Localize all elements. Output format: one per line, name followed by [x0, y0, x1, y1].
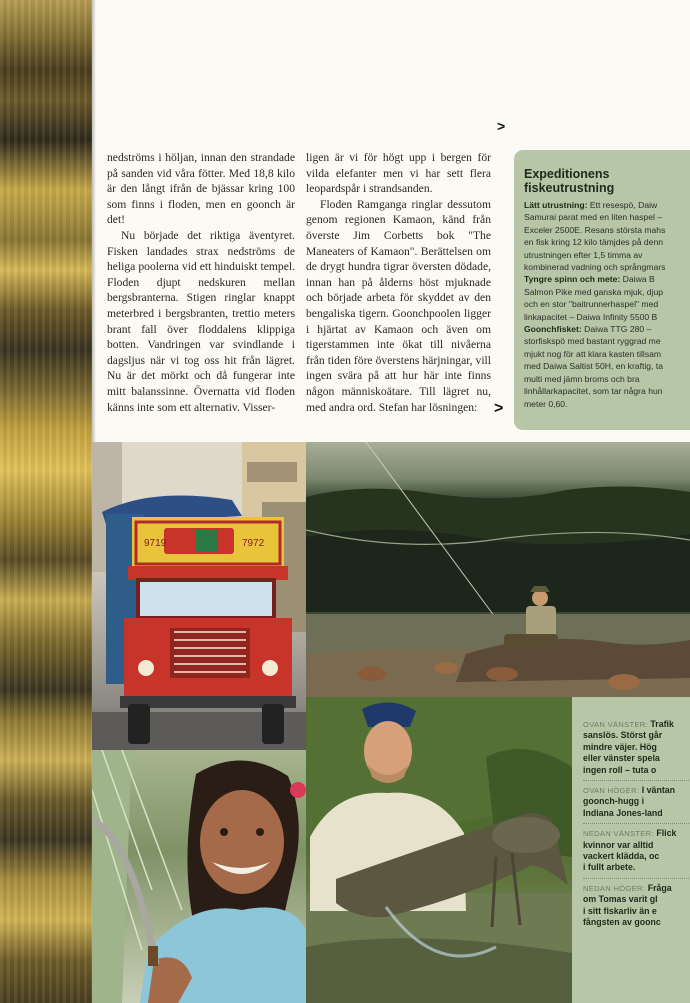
caption-label: NEDAN HÖGER:: [583, 883, 646, 893]
caption-divider: [583, 823, 690, 824]
continue-arrow-icon: >: [494, 400, 504, 417]
infobox-line-text: Exceler 2500E. Resans största mahs: [524, 224, 666, 235]
caption-line: om Tomas varit gl: [583, 894, 658, 905]
infobox-body: [524, 199, 690, 410]
infobox-line-text: med Daiwa Saltist 50H, en kraftig, ta: [524, 361, 663, 372]
caption-line: goonch-hugg i: [583, 796, 645, 807]
caption-label: OVAN VÄNSTER:: [583, 720, 648, 729]
caption-line: ingen roll – tuta o: [583, 764, 657, 775]
infobox-line-text: kombinerad vadning och språngmars: [524, 262, 666, 273]
caption-line: Indiana Jones-land: [583, 807, 663, 818]
infobox-line: [524, 286, 690, 298]
infobox-line: [524, 224, 690, 236]
caption-first-line: [583, 883, 690, 894]
infobox-line-text: Samurai parat med en liten haspel –: [524, 212, 663, 223]
photo-girl-smiling: [92, 750, 306, 1003]
caption-first-line: [583, 785, 690, 796]
photo-river-angler: [306, 442, 690, 697]
caption-line: i fullt arbete.: [583, 862, 636, 873]
infobox-line-text: Daiwa B: [620, 274, 655, 285]
infobox-line: [524, 249, 690, 261]
col1-paragraph-1: nedströms i höljan, innan den strandade på sanden vid våra fötter. Med 18,8 kilo är den långt ifrån de bjässar kring 100 som finns i floden, men en goonch är det!: [107, 151, 295, 227]
col2-paragraph-2: Floden Ramganga ringlar dessutom genom regionen Kamaon, känd från överste Jim Corbetts bok "The Maneaters of Kamaon". Berättelsen om de drygt hundra tigrar översten dödade, innan han på ålderns höst mjuknade och började arbeta för skyddet av den bengaliska tigern. Goonchpoolen ligger i hjärtat av Kamaon och även om tigerstammen inte ökat till nivåerna från tiden före överstens härjningar, vill ingen svära på att hur här inte finns någon människoätare. Till lägret nu, med andra ord. Stefan har lösningen:: [306, 197, 491, 414]
infobox-line-text: linhållarkapacitet, som tar några hun: [524, 386, 663, 397]
infobox-line: [524, 373, 690, 385]
infobox-line-text: utrustningen efter 1,5 timma av: [524, 249, 643, 260]
article-column-1: [107, 150, 295, 415]
caption-text: I väntan: [639, 785, 676, 796]
photo-man-with-goonch: [306, 697, 572, 1003]
photo-truck-traffic: [92, 442, 306, 750]
caption-text: Fråga: [645, 882, 672, 893]
caption-line: fångsten av goonc: [583, 917, 661, 928]
infobox-line: [524, 211, 690, 223]
caption-text: Flick: [653, 828, 677, 839]
equipment-infobox: [514, 150, 690, 430]
caption-line: kvinnor var alltid: [583, 839, 654, 850]
infobox-line-text: Daiwa TTG 280 –: [581, 324, 652, 335]
infobox-line: [524, 236, 690, 248]
infobox-title: [524, 167, 690, 195]
captions-panel: [572, 697, 690, 1003]
caption-text: Trafik: [647, 719, 674, 729]
infobox-line-text: meter 0,60.: [524, 398, 568, 409]
infobox-line: [524, 311, 690, 323]
caption-line: sanslös. Störst går: [583, 730, 663, 741]
caption-divider: [583, 878, 690, 879]
girl-illustration: [92, 750, 306, 1003]
col2-paragraph-1: ligen är vi för högt upp i bergen för vilda elefanter men vi har sett flera leopardspår i strandsanden.: [306, 151, 491, 196]
infobox-line: [524, 323, 690, 335]
infobox-line-text: mjukt nog för att klara kasten tillsam: [524, 348, 662, 359]
river-illustration: [306, 442, 690, 697]
col1-paragraph-2: Nu började det riktiga äventyret. Fisken landades strax nedströms de heliga poolerna vid ett hinduiskt tempel. Floden djupt nedskuren mellan bergsbranterna. Stigen ringlar knappt meterbred i bergsbranten, trettio meters brant fall över floddalens klippiga botten. Vandringen var svindlande i dagsljus när vi tog oss hit från lägret. Nu är det mörkt och då fungerar inte mitt balanssinne. Övernatta vid floden känns inte som ett alternativ. Visser-: [107, 228, 295, 414]
infobox-line: [524, 398, 690, 410]
infobox-line-heading: Goonchfisket:: [524, 324, 582, 335]
infobox-line-heading: Tyngre spinn och mete:: [524, 274, 621, 285]
infobox-line-text: Salmon Pike med ganska mjuk, djup: [524, 286, 664, 297]
infobox-line: [524, 335, 690, 347]
infobox-line-text: och en stor "baitrunnerhaspel" med: [524, 299, 659, 310]
section-arrow-icon: >: [497, 118, 506, 134]
infobox-line: [524, 360, 690, 372]
decorative-fabric-stripe: [0, 0, 92, 1003]
infobox-line: [524, 385, 690, 397]
infobox-line: [524, 298, 690, 310]
caption-divider: [583, 780, 690, 781]
infobox-line: [524, 261, 690, 273]
truck-plate-right: 7972: [242, 538, 265, 549]
infobox-line-text: storfiskspö med bastant ryggrad me: [524, 336, 661, 347]
caption-label: NEDAN VÄNSTER:: [583, 829, 654, 839]
infobox-line-text: Ett resespö, Daiw: [587, 200, 658, 210]
infobox-line: [524, 273, 690, 285]
article-column-2: [306, 150, 491, 415]
caption-line: eller vänster spela: [583, 753, 660, 764]
infobox-line: [524, 199, 690, 211]
truck-illustration: [92, 442, 306, 750]
infobox-line-text: en fisk kring 12 kilo tämjdes på denn: [524, 237, 664, 248]
caption-label: OVAN HÖGER:: [583, 786, 640, 796]
infobox-line: [524, 348, 690, 360]
caption-line: i sitt fiskarliv än e: [583, 905, 657, 916]
infobox-line-text: multi med jämn broms och bra: [524, 373, 640, 384]
infobox-line-heading: Lätt utrustning:: [524, 200, 588, 210]
caption-first-line: [583, 828, 690, 839]
caption-first-line: [583, 719, 690, 730]
infobox-line-text: linkapacitet – Daiwa Infinity 5500 B: [524, 311, 658, 322]
truck-plate-left: 9719: [144, 538, 167, 549]
infobox-title-line-1: Expeditionens: [524, 167, 610, 181]
man-fish-illustration: [306, 697, 572, 1003]
caption-line: mindre väjer. Hög: [583, 741, 657, 752]
infobox-title-line-2: fiskeutrustning: [524, 181, 615, 195]
caption-line: vackert klädda, oc: [583, 851, 660, 862]
